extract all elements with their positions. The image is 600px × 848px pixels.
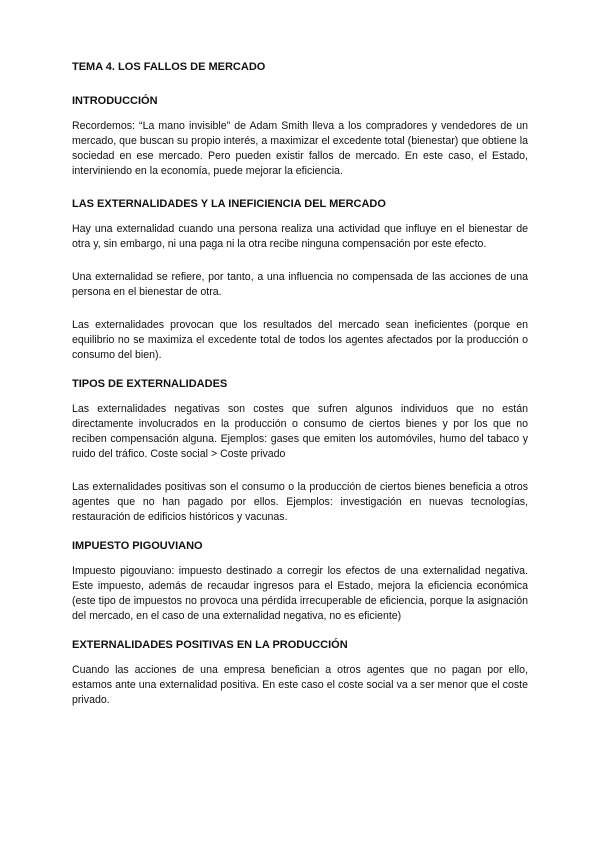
section-externalidades-ineficiencia bbox=[72, 197, 528, 363]
paragraph: Recordemos: “La mano invisible” de Adam Smith lleva a los compradores y vendedores de un mercado, que buscan su propio interés, a maximizar el excedente total (bienestar) que obtiene la sociedad en ese mercado. Pero pueden existir fallos de mercado. En este caso, el Estado, interviniendo en la economía, puede mejorar la eficiencia. bbox=[72, 120, 528, 177]
section-heading: IMPUESTO PIGOUVIANO bbox=[72, 540, 203, 552]
section-impuesto-pigouviano bbox=[72, 539, 528, 624]
section-heading: EXTERNALIDADES POSITIVAS EN LA PRODUCCIÓN bbox=[72, 639, 348, 651]
section-heading: TIPOS DE EXTERNALIDADES bbox=[72, 378, 228, 390]
paragraph: Las externalidades provocan que los resultados del mercado sean ineficientes (porque en equilibrio no se maximiza el excedente total de todos los agentes afectados por la producción o consumo del bien). bbox=[72, 319, 528, 361]
paragraph: Una externalidad se refiere, por tanto, a una influencia no compensada de las acciones de una persona en el bienestar de otra. bbox=[72, 271, 528, 298]
paragraph: Las externalidades negativas son costes que sufren algunos individuos que no están directamente involucrados en la producción o consumo de ciertos bienes y por los que no reciben compensación alguna. Ejemplos: gases que emiten los automóviles, humo del tabaco y ruido del tráfico. Coste social > Coste privado bbox=[72, 403, 528, 460]
document-title: TEMA 4. LOS FALLOS DE MERCADO bbox=[72, 61, 266, 73]
paragraph: Impuesto pigouviano: impuesto destinado a corregir los efectos de una externalidad negativa. Este impuesto, además de recaudar ingresos para el Estado, mejora la eficiencia económica (este tipo de impuestos no provoca una pérdida irrecuperable de eficiencia, porque la asignación del mercado, en el caso de una externalidad negativa, no es eficiente) bbox=[72, 565, 528, 622]
section-externalidades-positivas-produccion bbox=[72, 638, 528, 708]
section-tipos-externalidades bbox=[72, 377, 528, 525]
paragraph: Hay una externalidad cuando una persona realiza una actividad que influye en el bienestar de otra y, sin embargo, ni una paga ni la otra recibe ninguna compensación por este efecto. bbox=[72, 223, 528, 250]
paragraph: Las externalidades positivas son el consumo o la producción de ciertos bienes beneficia a otros agentes que no han pagado por ellos. Ejemplos: investigación en nuevas tecnologías, restauración de edificios históricos y vacunas. bbox=[72, 481, 528, 523]
section-heading: INTRODUCCIÓN bbox=[72, 95, 158, 107]
paragraph: Cuando las acciones de una empresa benefician a otros agentes que no pagan por ello, estamos ante una externalidad positiva. En este caso el coste social va a ser menor que el coste privado. bbox=[72, 664, 528, 706]
document-page bbox=[72, 60, 528, 726]
section-introduccion bbox=[72, 94, 528, 179]
section-heading: LAS EXTERNALIDADES Y LA INEFICIENCIA DEL MERCADO bbox=[72, 198, 386, 210]
